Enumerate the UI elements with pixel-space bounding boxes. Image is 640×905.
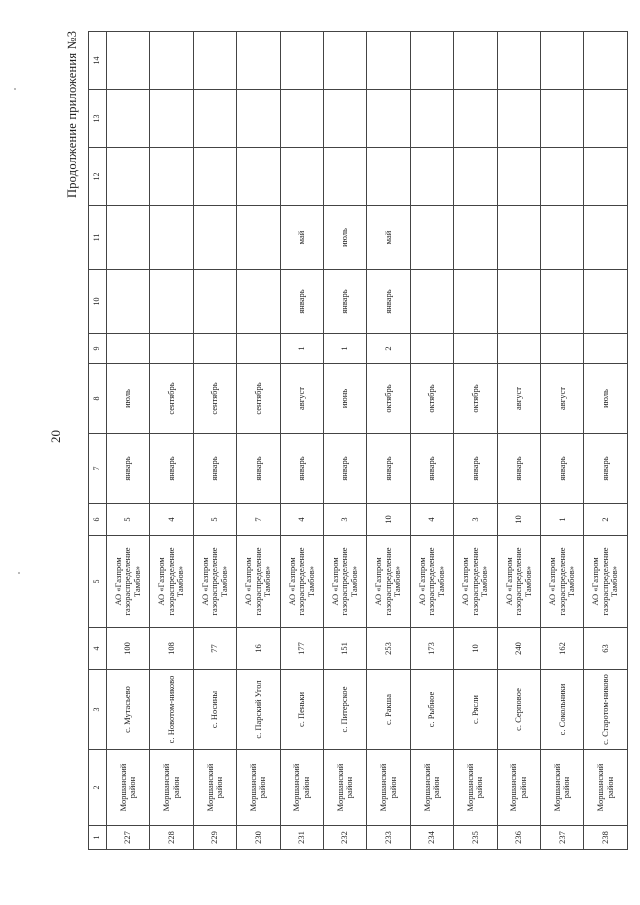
district-cell: Моршанский район <box>410 750 453 826</box>
settlement-cell: с. Сокольники <box>541 670 584 750</box>
count-cell: 4 <box>280 504 323 536</box>
col12-cell <box>410 148 453 206</box>
count-cell: 4 <box>150 504 193 536</box>
quantity-cell: 100 <box>107 628 150 670</box>
organization-cell: АО «Газпром газораспределение Тамбов» <box>280 536 323 628</box>
extra-end-month-cell <box>541 206 584 270</box>
extra-count-cell: 1 <box>280 334 323 364</box>
extra-count-cell <box>150 334 193 364</box>
end-month-cell: июль <box>584 364 628 434</box>
district-cell: Моршанский район <box>367 750 410 826</box>
col14-cell <box>497 32 540 90</box>
start-month-cell: январь <box>367 434 410 504</box>
table-row <box>410 32 453 850</box>
start-month-cell: январь <box>410 434 453 504</box>
extra-end-month-cell: май <box>367 206 410 270</box>
table-row <box>107 32 150 850</box>
count-cell: 3 <box>324 504 367 536</box>
extra-start-month-cell <box>410 270 453 334</box>
start-month-cell: январь <box>107 434 150 504</box>
extra-start-month-cell <box>237 270 280 334</box>
end-month-cell: сентябрь <box>150 364 193 434</box>
col13-cell <box>237 90 280 148</box>
start-month-cell: январь <box>280 434 323 504</box>
extra-end-month-cell <box>497 206 540 270</box>
scan-mark <box>18 572 20 574</box>
district-cell: Моршанский район <box>584 750 628 826</box>
col12-cell <box>584 148 628 206</box>
settlement-cell: с. Серповое <box>497 670 540 750</box>
district-cell: Моршанский район <box>150 750 193 826</box>
count-cell: 5 <box>107 504 150 536</box>
table-row <box>193 32 236 850</box>
appendix-title: Продолжение приложения №3 <box>65 30 79 198</box>
table-row <box>280 32 323 850</box>
col13-cell <box>107 90 150 148</box>
row-number-cell: 234 <box>410 826 453 850</box>
table-row <box>237 32 280 850</box>
start-month-cell: январь <box>150 434 193 504</box>
district-cell: Моршанский район <box>541 750 584 826</box>
row-number-cell: 232 <box>324 826 367 850</box>
table-row <box>584 32 628 850</box>
col12-cell <box>150 148 193 206</box>
end-month-cell: июль <box>107 364 150 434</box>
extra-count-cell <box>454 334 497 364</box>
scan-mark <box>14 88 16 90</box>
count-cell: 7 <box>237 504 280 536</box>
col14-cell <box>280 32 323 90</box>
col14-cell <box>324 32 367 90</box>
col12-cell <box>454 148 497 206</box>
end-month-cell: август <box>497 364 540 434</box>
extra-count-cell <box>237 334 280 364</box>
row-number-cell: 231 <box>280 826 323 850</box>
extra-end-month-cell <box>150 206 193 270</box>
extra-end-month-cell <box>410 206 453 270</box>
row-number-cell: 228 <box>150 826 193 850</box>
settlement-cell: с. Новотом-никово <box>150 670 193 750</box>
organization-cell: АО «Газпром газораспределение Тамбов» <box>497 536 540 628</box>
column-number-header-cell: 7 <box>89 434 107 504</box>
settlement-cell: с. Рясли <box>454 670 497 750</box>
col14-cell <box>541 32 584 90</box>
settlement-cell: с. Старотом-никово <box>584 670 628 750</box>
column-number-header-cell: 3 <box>89 670 107 750</box>
quantity-cell: 151 <box>324 628 367 670</box>
col13-cell <box>280 90 323 148</box>
row-number-cell: 238 <box>584 826 628 850</box>
col12-cell <box>237 148 280 206</box>
extra-count-cell <box>193 334 236 364</box>
col14-cell <box>107 32 150 90</box>
settlement-cell: с. Рыбное <box>410 670 453 750</box>
extra-end-month-cell <box>237 206 280 270</box>
table-row <box>367 32 410 850</box>
row-number-cell: 237 <box>541 826 584 850</box>
district-cell: Моршанский район <box>497 750 540 826</box>
row-number-cell: 229 <box>193 826 236 850</box>
organization-cell: АО «Газпром газораспределение Тамбов» <box>584 536 628 628</box>
col13-cell <box>410 90 453 148</box>
count-cell: 5 <box>193 504 236 536</box>
row-number-cell: 233 <box>367 826 410 850</box>
col14-cell <box>237 32 280 90</box>
count-cell: 10 <box>367 504 410 536</box>
extra-count-cell <box>541 334 584 364</box>
quantity-cell: 10 <box>454 628 497 670</box>
column-number-header-cell: 13 <box>89 90 107 148</box>
col13-cell <box>584 90 628 148</box>
extra-end-month-cell: июль <box>324 206 367 270</box>
start-month-cell: январь <box>584 434 628 504</box>
extra-end-month-cell <box>193 206 236 270</box>
col13-cell <box>324 90 367 148</box>
extra-end-month-cell: май <box>280 206 323 270</box>
col13-cell <box>150 90 193 148</box>
col12-cell <box>497 148 540 206</box>
extra-end-month-cell <box>584 206 628 270</box>
table-body <box>107 32 628 850</box>
organization-cell: АО «Газпром газораспределение Тамбов» <box>454 536 497 628</box>
settlement-cell: с. Пеньки <box>280 670 323 750</box>
count-cell: 4 <box>410 504 453 536</box>
col14-cell <box>454 32 497 90</box>
organization-cell: АО «Газпром газораспределение Тамбов» <box>237 536 280 628</box>
column-number-header-cell: 2 <box>89 750 107 826</box>
table-row <box>454 32 497 850</box>
quantity-cell: 162 <box>541 628 584 670</box>
column-number-header-cell: 14 <box>89 32 107 90</box>
start-month-cell: январь <box>541 434 584 504</box>
row-number-cell: 235 <box>454 826 497 850</box>
column-number-header-cell: 5 <box>89 536 107 628</box>
extra-start-month-cell <box>584 270 628 334</box>
col14-cell <box>410 32 453 90</box>
extra-start-month-cell: январь <box>367 270 410 334</box>
district-cell: Моршанский район <box>454 750 497 826</box>
extra-count-cell <box>584 334 628 364</box>
quantity-cell: 63 <box>584 628 628 670</box>
extra-count-cell <box>497 334 540 364</box>
column-number-header-cell: 6 <box>89 504 107 536</box>
organization-cell: АО «Газпром газораспределение Тамбов» <box>410 536 453 628</box>
end-month-cell: август <box>541 364 584 434</box>
quantity-cell: 177 <box>280 628 323 670</box>
table-row <box>541 32 584 850</box>
settlement-cell: с. Ракша <box>367 670 410 750</box>
col12-cell <box>324 148 367 206</box>
extra-count-cell: 1 <box>324 334 367 364</box>
column-number-header-cell: 11 <box>89 206 107 270</box>
organization-cell: АО «Газпром газораспределение Тамбов» <box>107 536 150 628</box>
column-number-header-cell: 12 <box>89 148 107 206</box>
end-month-cell: сентябрь <box>193 364 236 434</box>
settlement-cell: с. Парский Угол <box>237 670 280 750</box>
row-number-cell: 230 <box>237 826 280 850</box>
end-month-cell: октябрь <box>410 364 453 434</box>
column-number-header-cell: 10 <box>89 270 107 334</box>
district-cell: Моршанский район <box>237 750 280 826</box>
end-month-cell: август <box>280 364 323 434</box>
organization-cell: АО «Газпром газораспределение Тамбов» <box>324 536 367 628</box>
extra-start-month-cell: январь <box>280 270 323 334</box>
organization-cell: АО «Газпром газораспределение Тамбов» <box>541 536 584 628</box>
col12-cell <box>541 148 584 206</box>
extra-start-month-cell: январь <box>324 270 367 334</box>
column-number-header-cell: 4 <box>89 628 107 670</box>
col12-cell <box>107 148 150 206</box>
col14-cell <box>367 32 410 90</box>
start-month-cell: январь <box>324 434 367 504</box>
extra-end-month-cell <box>454 206 497 270</box>
end-month-cell: июнь <box>324 364 367 434</box>
table-row <box>150 32 193 850</box>
column-number-header-cell: 8 <box>89 364 107 434</box>
column-number-header-cell: 1 <box>89 826 107 850</box>
settlement-cell: с. Питерское <box>324 670 367 750</box>
start-month-cell: январь <box>497 434 540 504</box>
quantity-cell: 108 <box>150 628 193 670</box>
settlement-cell: с. Мутасьево <box>107 670 150 750</box>
col13-cell <box>497 90 540 148</box>
extra-start-month-cell <box>454 270 497 334</box>
col13-cell <box>193 90 236 148</box>
extra-start-month-cell <box>541 270 584 334</box>
district-cell: Моршанский район <box>193 750 236 826</box>
page-number: 20 <box>48 430 63 443</box>
col12-cell <box>193 148 236 206</box>
quantity-cell: 173 <box>410 628 453 670</box>
organization-cell: АО «Газпром газораспределение Тамбов» <box>193 536 236 628</box>
col14-cell <box>584 32 628 90</box>
col13-cell <box>454 90 497 148</box>
extra-end-month-cell <box>107 206 150 270</box>
extra-count-cell: 2 <box>367 334 410 364</box>
extra-start-month-cell <box>150 270 193 334</box>
extra-start-month-cell <box>107 270 150 334</box>
end-month-cell: сентябрь <box>237 364 280 434</box>
count-cell: 10 <box>497 504 540 536</box>
schedule-table <box>88 31 628 850</box>
row-number-cell: 227 <box>107 826 150 850</box>
col12-cell <box>280 148 323 206</box>
table-row <box>497 32 540 850</box>
extra-start-month-cell <box>193 270 236 334</box>
organization-cell: АО «Газпром газораспределение Тамбов» <box>367 536 410 628</box>
col14-cell <box>150 32 193 90</box>
start-month-cell: январь <box>237 434 280 504</box>
column-number-header <box>89 32 107 850</box>
end-month-cell: октябрь <box>454 364 497 434</box>
column-number-header-cell: 9 <box>89 334 107 364</box>
col14-cell <box>193 32 236 90</box>
quantity-cell: 77 <box>193 628 236 670</box>
col13-cell <box>367 90 410 148</box>
table-row <box>324 32 367 850</box>
end-month-cell: октябрь <box>367 364 410 434</box>
quantity-cell: 253 <box>367 628 410 670</box>
start-month-cell: январь <box>193 434 236 504</box>
organization-cell: АО «Газпром газораспределение Тамбов» <box>150 536 193 628</box>
extra-count-cell <box>410 334 453 364</box>
count-cell: 2 <box>584 504 628 536</box>
row-number-cell: 236 <box>497 826 540 850</box>
count-cell: 1 <box>541 504 584 536</box>
extra-count-cell <box>107 334 150 364</box>
quantity-cell: 240 <box>497 628 540 670</box>
district-cell: Моршанский район <box>107 750 150 826</box>
table-container <box>88 32 628 850</box>
col13-cell <box>541 90 584 148</box>
district-cell: Моршанский район <box>324 750 367 826</box>
col12-cell <box>367 148 410 206</box>
settlement-cell: с. Носины <box>193 670 236 750</box>
extra-start-month-cell <box>497 270 540 334</box>
start-month-cell: январь <box>454 434 497 504</box>
district-cell: Моршанский район <box>280 750 323 826</box>
quantity-cell: 16 <box>237 628 280 670</box>
count-cell: 3 <box>454 504 497 536</box>
